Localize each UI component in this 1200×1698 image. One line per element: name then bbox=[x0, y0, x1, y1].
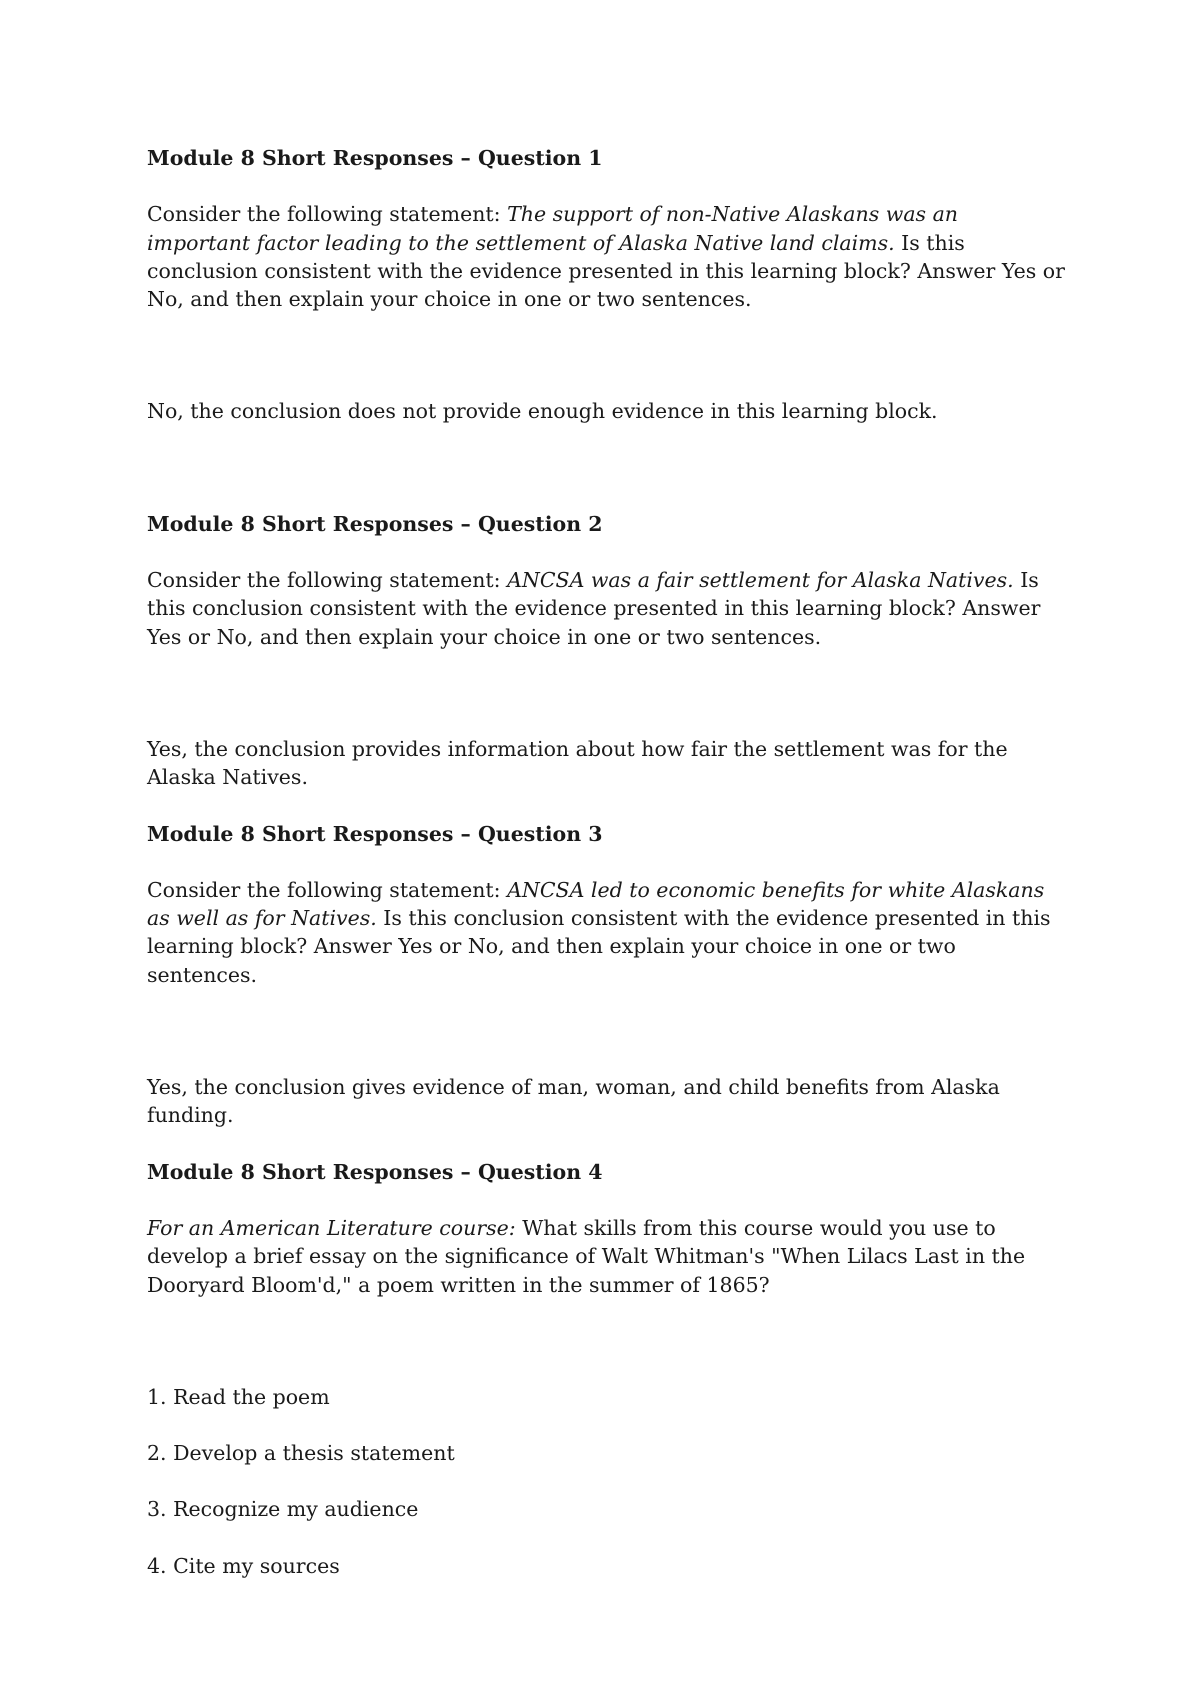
question-4-prompt-suffix: What skills from this course would you use to develop a brief essay on the significance of Walt Whitman's "When Lilacs Last in the Dooryard Bloom'd," a poem written in the summer of 1865? bbox=[147, 1215, 1026, 1297]
answer-list-item: 4. Cite my sources bbox=[147, 1553, 340, 1578]
question-2-statement: ANCSA was a fair settlement for Alaska Natives. bbox=[507, 568, 1014, 593]
question-2-prompt-prefix: Consider the following statement: bbox=[147, 568, 508, 593]
question-1-prompt bbox=[147, 200, 1067, 313]
question-3-heading: Module 8 Short Responses – Question 3 bbox=[147, 821, 603, 846]
question-3-prompt-suffix: Is this conclusion consistent with the evidence presented in this learning block? Answer Yes or No, and then explain your choice in one or two sentences. bbox=[147, 906, 1051, 987]
question-2-prompt bbox=[147, 566, 1067, 651]
question-2-answer: Yes, the conclusion provides information about how fair the settlement was for the Alaska Natives. bbox=[147, 736, 1008, 790]
question-3-prompt-prefix: Consider the following statement: bbox=[147, 877, 508, 902]
question-4-prompt bbox=[147, 1214, 1067, 1299]
question-1-heading: Module 8 Short Responses – Question 1 bbox=[147, 146, 603, 170]
answer-list-item: 1. Read the poem bbox=[147, 1384, 330, 1409]
document-page bbox=[147, 144, 1067, 1580]
question-1-statement: The support of non-Native Alaskans was an important factor leading to the settlement of Alaska Native land claims. bbox=[147, 202, 959, 255]
question-3-statement: ANCSA led to economic benefits for white Alaskans as well as for Natives. bbox=[147, 877, 1045, 931]
question-4-heading: Module 8 Short Responses – Question 4 bbox=[147, 1159, 603, 1184]
question-3-prompt bbox=[147, 876, 1067, 989]
question-2-heading: Module 8 Short Responses – Question 2 bbox=[147, 511, 603, 536]
answer-list-item: 2. Develop a thesis statement bbox=[147, 1441, 455, 1466]
question-4-course-context: For an American Literature course: bbox=[147, 1215, 516, 1240]
answer-list-item: 3. Recognize my audience bbox=[147, 1497, 419, 1522]
question-1-prompt-suffix: Is this conclusion consistent with the evidence presented in this learning block? Answer Yes or No, and then explain your choice in one or two sentences. bbox=[147, 230, 1065, 312]
question-2-prompt-suffix: Is this conclusion consistent with the evidence presented in this learning block? Answer Yes or No, and then explain your choice in one or two sentences. bbox=[147, 568, 1041, 649]
question-3-answer: Yes, the conclusion gives evidence of man, woman, and child benefits from Alaska funding. bbox=[147, 1075, 1000, 1128]
question-1-prompt-prefix: Consider the following statement: bbox=[147, 202, 508, 227]
question-1-answer: No, the conclusion does not provide enough evidence in this learning block. bbox=[147, 399, 938, 424]
